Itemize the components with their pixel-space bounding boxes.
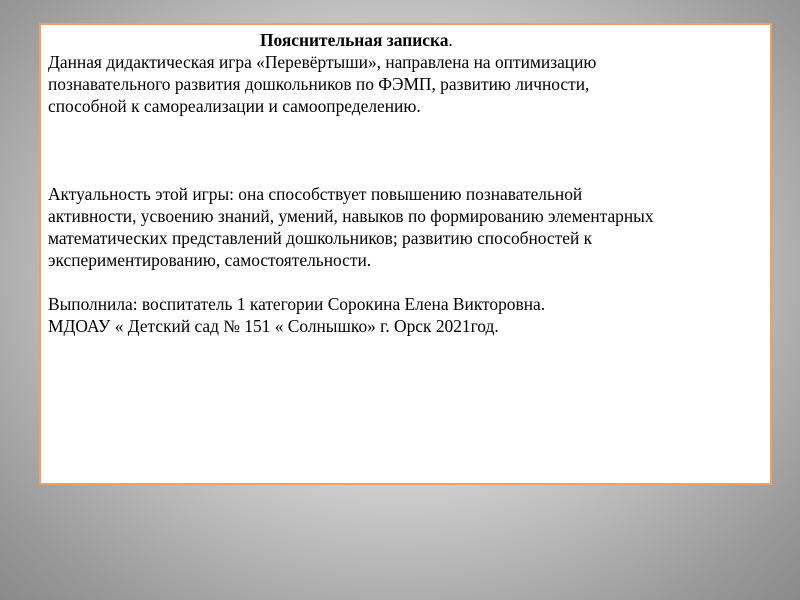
spacer [48,271,763,293]
intro-line: Данная дидактическая игра «Перевёртыши», направлена на оптимизацию [48,52,597,72]
spacer [48,117,763,183]
intro-paragraph [48,51,763,117]
institution-line: МДОАУ « Детский сад № 151 « Солнышко» г. Орск 2021год. [48,316,499,336]
relevance-line: Актуальность этой игры: она способствует повышению познавательной [48,184,583,204]
intro-line: способной к самореализации и самоопределению. [48,96,421,116]
page-title [48,29,763,51]
relevance-paragraph [48,183,763,271]
relevance-line: математических представлений дошкольников; развитию способностей к [48,228,593,248]
title-period: . [448,30,453,50]
relevance-line: активности, усвоению знаний, умений, навыков по формированию элементарных [48,206,654,226]
explanatory-note-box [39,23,772,485]
relevance-line: экспериментированию, самостоятельности. [48,250,372,270]
intro-line: познавательного развития дошкольников по ФЭМП, развитию личности, [48,74,590,94]
title-text: Пояснительная записка [260,30,449,50]
author-line: Выполнила: воспитатель 1 категории Сорокина Елена Викторовна. [48,294,546,314]
